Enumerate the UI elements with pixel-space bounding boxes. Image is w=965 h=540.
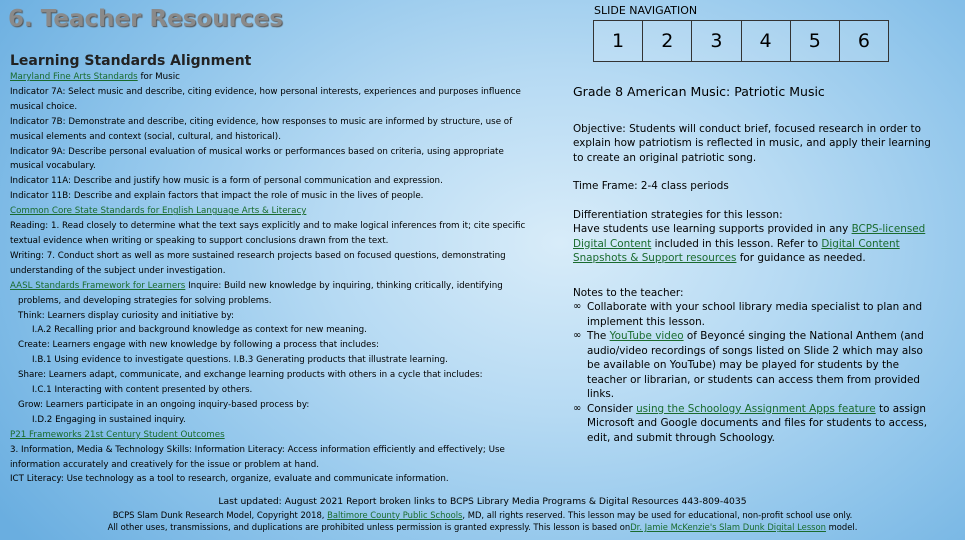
time-frame: Time Frame: 2-4 class periods	[573, 180, 729, 192]
bullet-icon: ∞	[573, 301, 582, 312]
slide-1-button[interactable]: 1	[612, 30, 625, 52]
writing-standard: Writing: 7. Conduct short as well as more sustained research projects based on focused questions, demonstrating	[10, 250, 506, 261]
ict-literacy: ICT Literacy: Use technology as a tool to research, organize, evaluate and communicate information.	[10, 474, 449, 485]
bcps-link[interactable]: Baltimore County Public Schools	[327, 509, 463, 520]
footer-permissions: All other uses, transmissions, and duplications are prohibited unless permission is granted expressly. This lesson is based onDr. Jamie McKenzie's Slam Dunk Digital Lesson model.	[107, 522, 858, 532]
indicator-7b: Indicator 7B: Demonstrate and describe, citing evidence, how responses to music are informed by structure, use of	[10, 116, 513, 127]
think-standard: Think: Learners display curiosity and initiative by:	[18, 310, 234, 321]
standards-alignment: Maryland Fine Arts Standards for Music Indicator 7A: Select music and describe, citing evidence, how personal interests, experiences and purposes influence musical choice. Indicator 7B: Demonstrate and describe, citing evidence, how responses to music are informed by structure, use of musical elements and context (social, cultural, and historical). Indicator 9A: Describe personal evaluation of musical works or performances based on criteria, using appropriate musical vocabulary. Indicator 11A: Describe and justify how music is a form of personal communication and expression. Indicator 11B: Describe and explain factors that impact the role of music in the lives of people. Common Core State Standards for English Language Arts & Literacy Reading: 1. Read closely to determine what the text says explicitly and to make logical inferences from it; cite specific textual evidence when writing or speaking to support conclusions drawn from the text. Writing: 7. Conduct short as well as more sustained research projects based on focused questions, demonstrating understanding of the subject under investigation. AASL Standards Framework for Learners Inquire: Build new knowledge by inquiring, thinking critically, identifying problems, and developing strategies for solving problems. Think: Learners display curiosity and initiative by: I.A.2 Recalling prior and background knowledge as context for new meaning. Create: Learners engage with new knowledge by following a process that includes: I.B.1 Using evidence to investigate questions. I.B.3 Generating products that illustrate learning. Share: Learners adapt, communicate, and exchange learning products with others in a cycle that includes: I.C.1 Interacting with content presented by others. Grow: Learners participate in an ongoing inquiry-based process by: I.D.2 Engaging in sustained inquiry. P21 Frameworks 21st Century Student Outcomes 3. Information, Media & Technology Skills: Information Literacy: Access information efficiently and effectively; Use information accurately and creatively for the issue or problem at hand. ICT Literacy: Use technology as a tool to research, organize, evaluate and communicate information.	[10, 70, 555, 487]
mfa-standards-link[interactable]: Maryland Fine Arts Standards	[10, 72, 138, 82]
slide-3-button[interactable]: 3	[691, 21, 740, 61]
reading-standard: Reading: 1. Read closely to determine what the text says explicitly and to make logical inferences from it; cite specific	[10, 221, 526, 232]
indicator-9a: Indicator 9A: Describe personal evaluation of musical works or performances based on criteria, using appropriate	[10, 146, 504, 157]
schoology-apps-link[interactable]: using the Schoology Assignment Apps feature	[636, 402, 876, 415]
footer	[0, 496, 965, 534]
teacher-notes	[573, 286, 938, 446]
slide-navigation-label: SLIDE NAVIGATION	[594, 4, 698, 17]
section-subtitle: Learning Standards Alignment	[10, 53, 252, 69]
differentiation: Differentiation strategies for this lesson: Have students use learning supports provided in any BCPS-licensed Digital Content included in this lesson. Refer to Digital Content Snapshots & Support resources for guidance as needed.	[573, 208, 926, 264]
lesson-heading: Grade 8 American Music: Patriotic Music	[573, 84, 825, 99]
note-item: ∞ The YouTube video of Beyoncé singing the National Anthem (and audio/video recordings of songs listed on Slide 2 which may also be available on YouTube) may be played for students by the teacher or librarian, or students can access them from provided links.	[573, 330, 924, 400]
slide-2-button[interactable]: 2	[642, 21, 691, 61]
slide-navigation	[593, 20, 889, 62]
indicator-11a: Indicator 11A: Describe and justify how music is a form of personal communication and expression.	[10, 176, 443, 187]
create-standard: Create: Learners engage with new knowledge by following a process that includes:	[18, 340, 379, 351]
note-item: ∞ Collaborate with your school library media specialist to plan and implement this lesson.	[573, 301, 923, 328]
p21-framework-link[interactable]: P21 Frameworks 21st Century Student Outcomes	[10, 429, 225, 440]
digital-content-snapshots-link[interactable]: Digital Content Snapshots & Support resources	[573, 237, 900, 264]
slide-4-button[interactable]: 4	[741, 21, 790, 61]
indicator-7a: Indicator 7A: Select music and describe, citing evidence, how personal interests, experiences and purposes influence	[10, 86, 521, 97]
p21-standard: 3. Information, Media & Technology Skills: Information Literacy: Access information efficiently and effectively; Use	[10, 444, 505, 455]
lesson-details	[573, 85, 938, 445]
bullet-icon: ∞	[573, 330, 582, 341]
bullet-icon: ∞	[573, 402, 582, 414]
notes-heading: Notes to the teacher:	[573, 286, 684, 299]
slide-5-button[interactable]: 5	[790, 21, 839, 61]
slide-6-button[interactable]: 6	[839, 21, 888, 61]
bcps-digital-content-link[interactable]: BCPS-licensed Digital Content	[573, 223, 926, 250]
page-title: 6. Teacher Resources	[8, 6, 283, 32]
footer-copyright: BCPS Slam Dunk Research Model, Copyright 2018, Baltimore County Public Schools, MD, all rights reserved. This lesson may be used for educational, non-profit school use only.	[112, 509, 853, 520]
aasl-standards-link[interactable]: AASL Standards Framework for Learners	[10, 280, 186, 291]
youtube-video-link[interactable]: YouTube video	[609, 330, 684, 342]
ccss-link[interactable]: Common Core State Standards for English Language Arts & Literacy	[10, 206, 307, 217]
footer-updated: Last updated: August 2021 Report broken links to BCPS Library Media Programs & Digital Resources 443-809-4035	[218, 496, 747, 507]
grow-standard: Grow: Learners participate in an ongoing inquiry-based process by:	[18, 399, 310, 410]
lesson-objective: Objective: Students will conduct brief, focused research in order to explain how patriotism is reflected in music, and apply their learning to create an original patriotic song.	[573, 122, 931, 164]
mckenzie-lesson-link[interactable]: Dr. Jamie McKenzie's Slam Dunk Digital Lesson	[630, 522, 826, 532]
indicator-11b: Indicator 11B: Describe and explain factors that impact the role of music in the lives of people.	[10, 191, 424, 202]
share-standard: Share: Learners adapt, communicate, and exchange learning products with others in a cycle that includes:	[18, 370, 483, 381]
note-item: ∞ Consider using the Schoology Assignment Apps feature to assign Microsoft and Google documents and files for students to access, edit, and submit through Schoology.	[573, 402, 927, 444]
